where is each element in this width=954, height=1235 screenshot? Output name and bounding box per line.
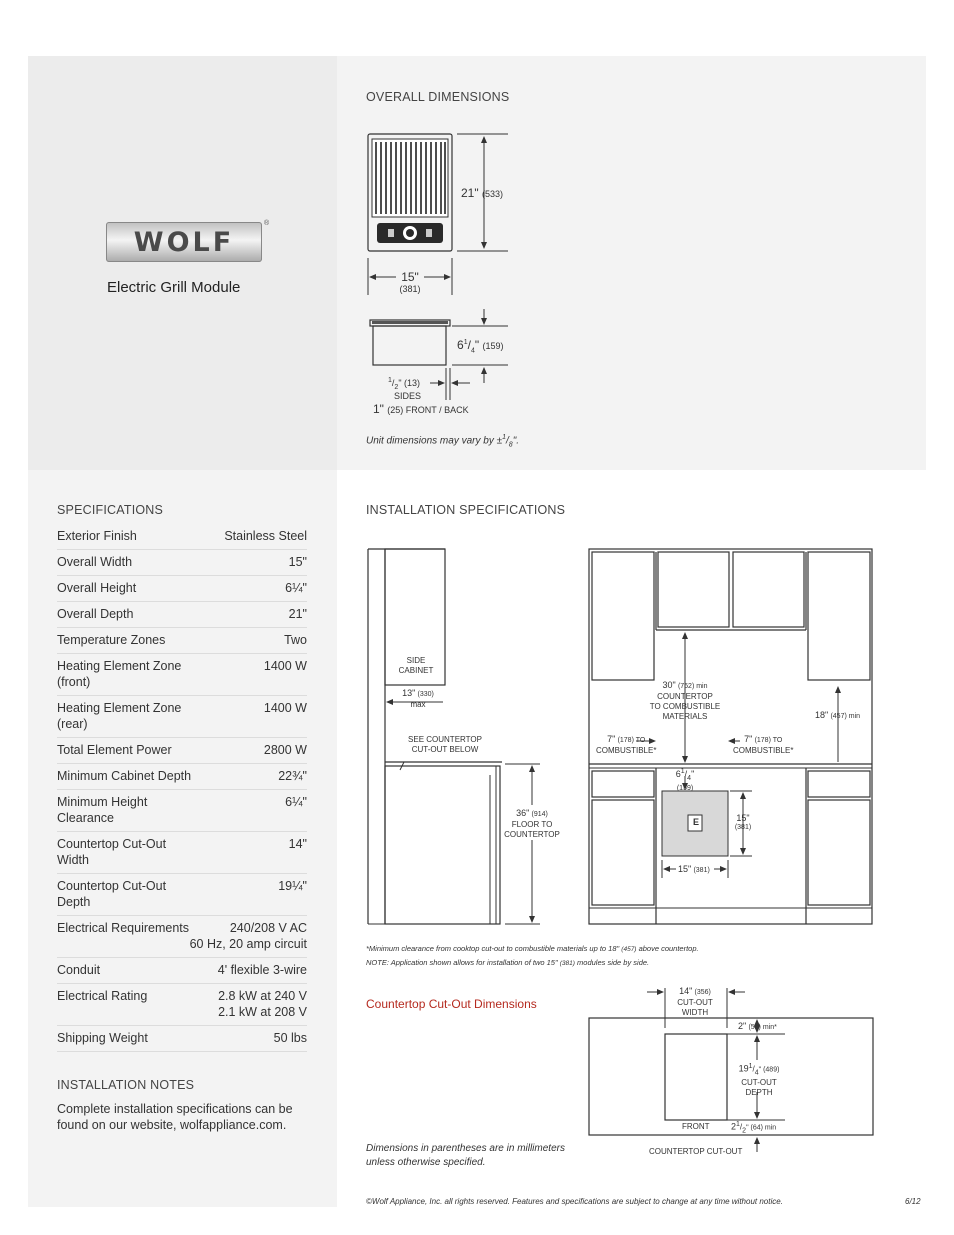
installation-footnotes: *Minimum clearance from cooktop cut-out to combustible materials up to 18" (457) above countertop. NOTE: Application shown allows for installation of two 15" (381) modules side by side.: [366, 944, 699, 967]
width-inches: 15": [401, 270, 419, 284]
spec-row: Heating Element Zone (rear) 1400 W: [57, 696, 307, 738]
spec-row: Minimum Height Clearance 6¼": [57, 790, 307, 832]
spec-row: Overall Width 15": [57, 550, 307, 576]
module-height-dimension: $6^1/_4$" (159): [675, 768, 695, 792]
cutout-outline: [665, 1034, 727, 1120]
cutout-depth-dimension: $19^1/_4$" (489) CUT-OUT DEPTH: [738, 1063, 780, 1098]
spec-row: Heating Element Zone (front) 1400 W: [57, 654, 307, 696]
cutout-width-dimension: 14" (356) CUT-OUT WIDTH: [677, 986, 713, 1017]
overall-dimensions-heading: OVERALL DIMENSIONS: [366, 90, 510, 104]
spec-row: Total Element Power 2800 W: [57, 738, 307, 764]
spec-row: Overall Height 6¼": [57, 576, 307, 602]
front-back-dimension: 1" (25) FRONT / BACK: [373, 402, 469, 416]
spec-row: Overall Depth 21": [57, 602, 307, 628]
left-7-dimension: 7" (178) TO COMBUSTIBLE*: [596, 734, 657, 755]
right-7-dimension: 7" (178) TO COMBUSTIBLE*: [733, 734, 794, 755]
side-cabinet-label: SIDE CABINET: [398, 656, 434, 675]
depth-inches: 21": [461, 186, 479, 200]
countertop-outline: [589, 1018, 873, 1135]
width-dimension: [397, 270, 423, 284]
countertop-to-combustible-dimension: 30" (762) min COUNTERTOP TO COMBUSTIBLE MATERIALS: [649, 680, 721, 721]
installation-notes-text: Complete installation specifications can be found on our website, wolfappliance.com.: [57, 1102, 293, 1132]
module-depth-dimension: 15" (381): [734, 813, 752, 831]
overall-dimensions-diagram: [360, 125, 520, 425]
spec-row: Minimum Cabinet Depth 22¾": [57, 764, 307, 790]
height-dimension: $6^1/_4$" (159): [457, 338, 504, 355]
sides-dimension: $^1/_2$" (13): [388, 377, 421, 391]
upper-18-dimension: 18" (457) min: [815, 710, 861, 720]
cutout-front-label: FRONT: [682, 1122, 710, 1131]
wolf-logo: [106, 222, 262, 262]
dimensions-note: Dimensions in parentheses are in millimeters unless otherwise specified.: [366, 1143, 565, 1168]
depth-dimension: [461, 186, 503, 200]
installation-notes-heading: INSTALLATION NOTES: [57, 1078, 195, 1092]
unit-dimension-note: Unit dimensions may vary by $\pm^1/_8$".: [366, 434, 520, 449]
publication-date: 6/12: [905, 1197, 921, 1206]
specifications-heading: SPECIFICATIONS: [57, 503, 164, 517]
product-title: Electric Grill Module: [107, 279, 241, 296]
cutout-2-dimension: 2" (51) min*: [738, 1021, 777, 1031]
spec-row: Temperature Zones Two: [57, 628, 307, 654]
spec-row: Shipping Weight 50 lbs: [57, 1026, 307, 1052]
cutout-21-dimension: $2^1/_2$" (64) min: [731, 1121, 777, 1135]
countertop-cutout-caption: COUNTERTOP CUT-OUT: [649, 1147, 743, 1156]
spec-row: Electrical Requirements 240/208 V AC 60 Hz, 20 amp circuit: [57, 916, 307, 958]
copyright-notice: ©Wolf Appliance, Inc. all rights reserved. Features and specifications are subject to change at any time without notice.: [366, 1197, 783, 1206]
installation-specifications-heading: INSTALLATION SPECIFICATIONS: [366, 503, 566, 517]
width-mm: (381): [399, 284, 421, 294]
depth-mm: (533): [481, 189, 503, 199]
side-13-dimension: 13" (330) max: [402, 688, 434, 709]
spec-row: Exterior Finish Stainless Steel: [57, 524, 307, 550]
spec-row: Conduit 4' flexible 3-wire: [57, 958, 307, 984]
module-width-dimension: 15" (381): [678, 864, 710, 874]
floor-to-countertop-dimension: 36" (914) FLOOR TO COUNTERTOP: [504, 808, 560, 839]
see-countertop-cutout-label: SEE COUNTERTOP CUT-OUT BELOW: [408, 735, 482, 754]
cutout-dimensions-heading: Countertop Cut-Out Dimensions: [366, 997, 537, 1011]
sides-label: SIDES: [394, 391, 422, 401]
registered-mark: ®: [264, 220, 270, 227]
module-e-label: E: [692, 817, 699, 827]
grill-side-view-body: [373, 326, 446, 365]
spec-row: Countertop Cut-Out Depth 19¼": [57, 874, 307, 916]
spec-row: Countertop Cut-Out Width 14": [57, 832, 307, 874]
specifications-table: [57, 524, 307, 1052]
spec-row: Electrical Rating 2.8 kW at 240 V 2.1 kW at 208 V: [57, 984, 307, 1026]
brand-panel: [28, 56, 337, 470]
wolf-logo-text: WOLF: [133, 226, 235, 258]
